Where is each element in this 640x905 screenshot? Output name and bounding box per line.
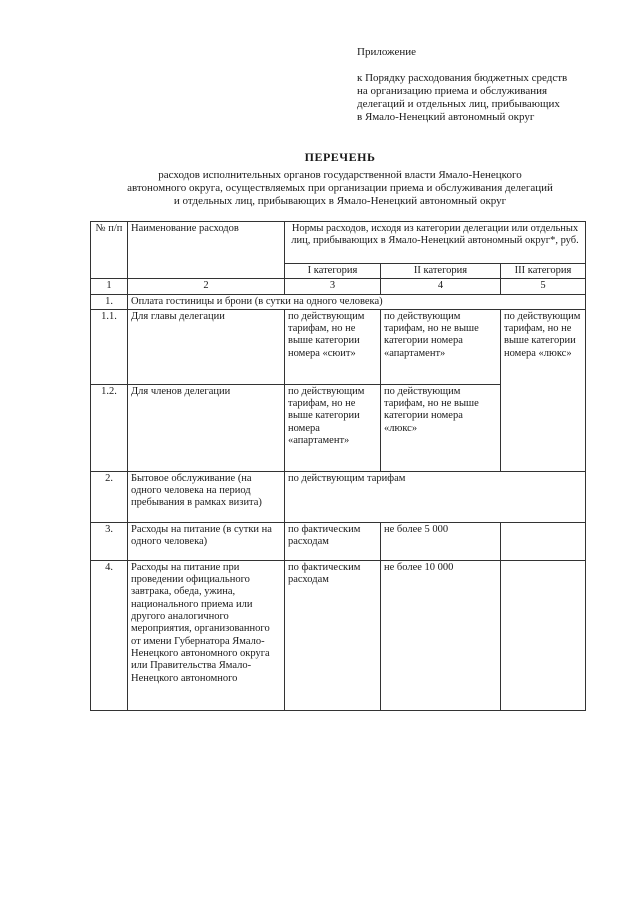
table-row [91, 560, 586, 710]
row-cat1: по действующим тарифам, но не выше категории номера «сюит» [285, 309, 381, 384]
header-name: Наименование расходов [128, 222, 285, 279]
row-cat3 [501, 560, 586, 710]
colnum: 3 [285, 279, 381, 294]
row-name: Для главы делегации [128, 309, 285, 384]
table-row [91, 522, 586, 560]
subtitle-line: и отдельных лиц, прибывающих в Ямало-Ненецкий автономный округ [173, 195, 507, 207]
table-header-row [91, 222, 586, 264]
appendix-line: делегаций и отдельных лиц, прибывающих [357, 98, 560, 110]
row-cat1: по фактическим расходам [285, 560, 381, 710]
header-cat1: I категория [285, 264, 381, 279]
header-cat3: III категория [501, 264, 586, 279]
colnum: 4 [381, 279, 501, 294]
appendix-title: Приложение [357, 46, 417, 58]
row-name: Для членов делегации [128, 384, 285, 471]
table-row [91, 294, 586, 309]
row-num: 3. [91, 522, 128, 560]
header-num: № п/п [91, 222, 128, 279]
appendix-block [357, 46, 627, 124]
appendix-line: к Порядку расходования бюджетных средств [357, 72, 568, 84]
row-cat2: не более 10 000 [381, 560, 501, 710]
row-num: 1. [91, 294, 128, 309]
subtitle-line: автономного округа, осуществляемых при организации приема и обслуживания делегаций [127, 182, 553, 194]
row-cat1: по фактическим расходам [285, 522, 381, 560]
colnum: 1 [91, 279, 128, 294]
header-norms: Нормы расходов, исходя из категории делегации или отдельных лиц, прибывающих в Ямало-Ненецкий автономный округ*, руб. [285, 222, 586, 264]
row-num: 4. [91, 560, 128, 710]
appendix-line: в Ямало-Ненецкий автономный округ [357, 111, 535, 123]
row-name: Бытовое обслуживание (на одного человека на период пребывания в рамках визита) [128, 471, 285, 522]
row-num: 1.1. [91, 309, 128, 384]
row-cat2: по действующим тарифам, но не выше категории номера «апартамент» [381, 309, 501, 384]
row-cat2: по действующим тарифам, но не выше категории номера «люкс» [381, 384, 501, 471]
subtitle-line: расходов исполнительных органов государственной власти Ямало-Ненецкого [158, 169, 522, 181]
document-title: ПЕРЕЧЕНЬ [304, 150, 376, 164]
document-heading [90, 150, 590, 208]
appendix-line: на организацию приема и обслуживания [357, 85, 548, 97]
expenses-table [90, 221, 586, 711]
row-cat3: по действующим тарифам, но не выше категории номера «люкс» [501, 309, 586, 471]
header-cat2: II категория [381, 264, 501, 279]
colnum: 2 [128, 279, 285, 294]
table-row [91, 309, 586, 384]
row-cat3 [501, 522, 586, 560]
row-cat2: не более 5 000 [381, 522, 501, 560]
row-name: Расходы на питание при проведении официального завтрака, обеда, ужина, национального приема или другого аналогичного мероприятия, организованного от имени Губернатора Ямало-Ненецкого автономного округа или Правительства Ямало-Ненецкого автономного [128, 560, 285, 710]
row-name: Оплата гостиницы и брони (в сутки на одного человека) [128, 294, 586, 309]
row-num: 1.2. [91, 384, 128, 471]
column-numbers-row [91, 279, 586, 294]
document-subtitle [90, 169, 590, 208]
row-cat1: по действующим тарифам, но не выше категории номера «апартамент» [285, 384, 381, 471]
table-row [91, 471, 586, 522]
row-name: Расходы на питание (в сутки на одного человека) [128, 522, 285, 560]
row-num: 2. [91, 471, 128, 522]
row-value: по действующим тарифам [285, 471, 586, 522]
colnum: 5 [501, 279, 586, 294]
